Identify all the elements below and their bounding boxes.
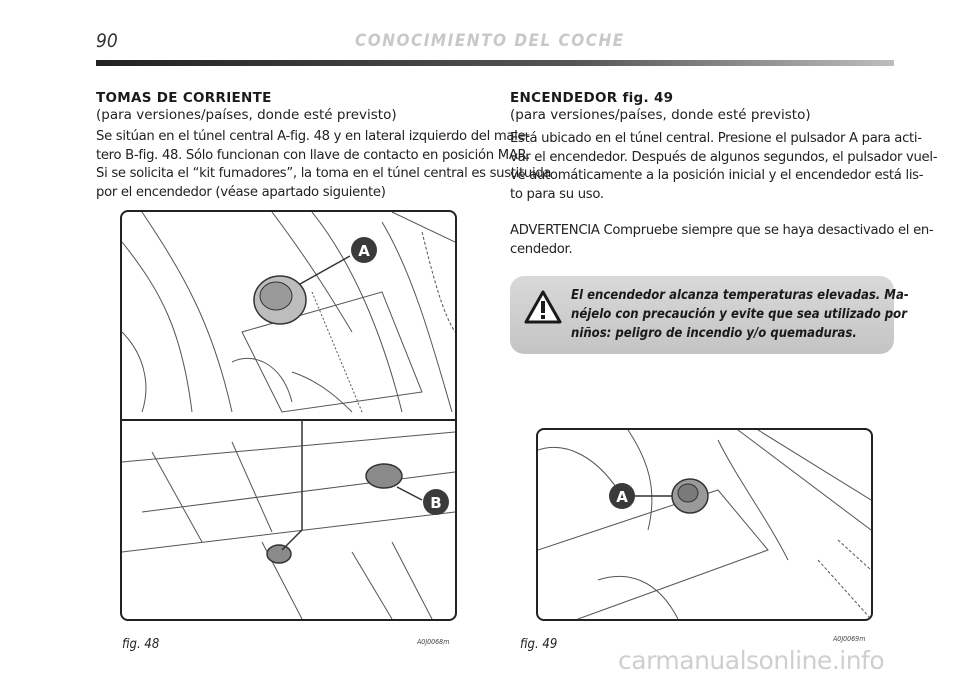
header-rule [96, 60, 894, 66]
warning-box [510, 276, 909, 354]
body-line: tero B-fig. 48. Sólo funcionan con llave de contacto en posición MAR. [96, 147, 530, 163]
figure-48-illustration [122, 212, 455, 619]
watermark: carmanualsonline.info [618, 646, 885, 675]
figure-48-code: A0J0068m [417, 638, 450, 646]
warning-line: niños: peligro de incendio y/o quemaduras. [571, 326, 857, 341]
callout-label: A [358, 242, 370, 260]
figure-49-caption: fig. 49 [520, 637, 558, 652]
body-line: to para su uso. [510, 186, 604, 202]
section-heading-tomas: TOMAS DE CORRIENTE [96, 90, 272, 106]
body-line: ADVERTENCIA Compruebe siempre que se haya desactivado el en- [510, 223, 934, 238]
body-line: Se sitúan en el túnel central A-fig. 48 y en lateral izquierdo del male- [96, 129, 530, 144]
callout-label: A [616, 488, 628, 506]
figure-48-caption: fig. 48 [122, 637, 160, 652]
section-subheading-tomas: (para versiones/países, donde esté previsto) [96, 107, 397, 123]
body-line: var el encendedor. Después de algunos segundos, el pulsador vuel- [510, 149, 938, 165]
warning-text [571, 286, 909, 343]
callout-label: B [430, 494, 442, 512]
chapter-title: CONOCIMIENTO DEL COCHE [355, 31, 625, 51]
figure-49-illustration [538, 430, 871, 619]
body-line: ve automáticamente a la posición inicial y el encendedor está lis- [510, 168, 924, 183]
warning-triangle-icon [524, 290, 562, 324]
body-line: Si se solicita el “kit fumadores”, la toma en el túnel central es sustituida [96, 166, 552, 181]
page-number: 90 [96, 30, 118, 52]
figure-49-code: A0J0069m [833, 635, 866, 643]
body-line: por el encendedor (véase apartado siguiente) [96, 184, 386, 200]
warning-line: néjelo con precaución y evite que sea utilizado por [571, 307, 907, 322]
body-line: Está ubicado en el túnel central. Presione el pulsador A para acti- [510, 131, 922, 146]
advertencia-paragraph [510, 222, 934, 259]
warning-line: El encendedor alcanza temperaturas elevadas. Ma- [571, 288, 909, 303]
figure-48 [120, 210, 457, 621]
section-body-tomas [96, 128, 552, 202]
section-heading-encendedor: ENCENDEDOR fig. 49 [510, 90, 674, 106]
figure-49 [536, 428, 873, 621]
section-subheading-encendedor: (para versiones/países, donde esté previsto) [510, 107, 811, 123]
body-line: cendedor. [510, 241, 573, 257]
section-body-encendedor [510, 130, 938, 204]
